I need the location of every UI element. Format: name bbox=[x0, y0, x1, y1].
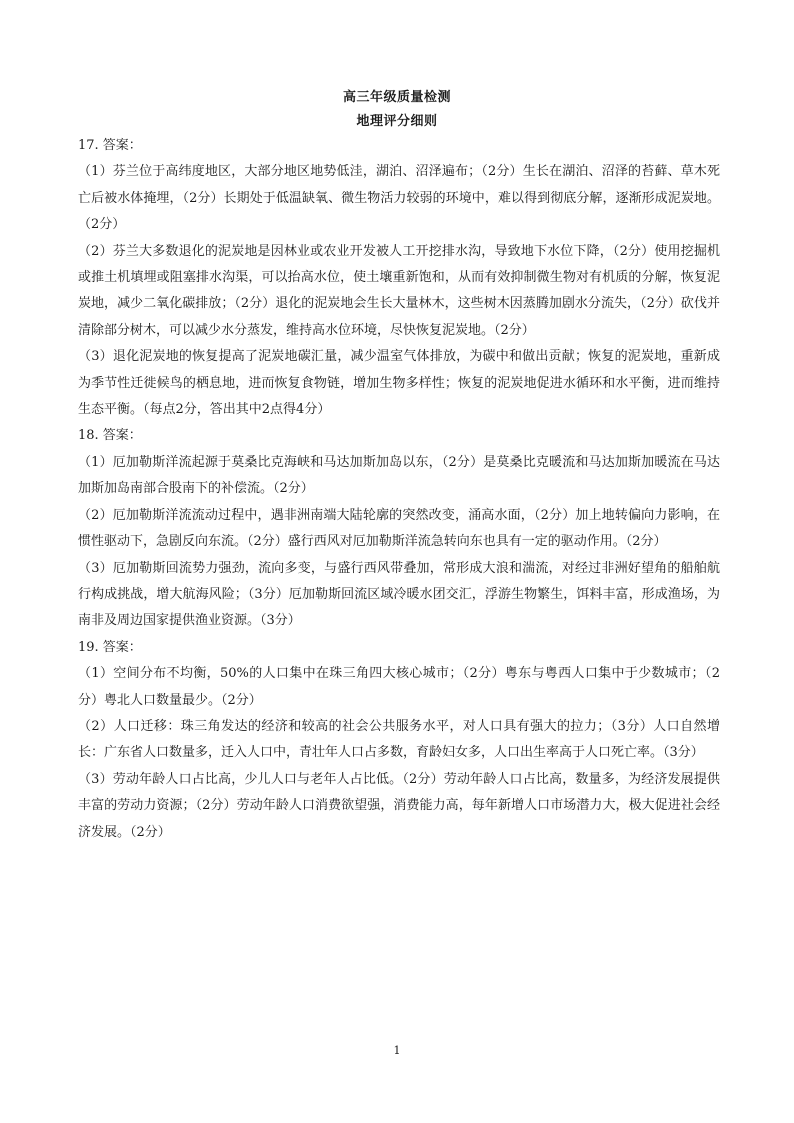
answer-paragraph: （2）厄加勒斯洋流流动过程中，遇非洲南端大陆轮廓的突然改变，涌高水面，（2分）加上地转偏向力影响，在惯性驱动下，急剧反向东流。（2分）盛行西风对厄加勒斯洋流急转向东也具有一定的驱动作用。（2分） bbox=[78, 507, 720, 550]
document-subtitle: 地理评分细则 bbox=[356, 114, 438, 129]
answer-paragraph: （2）芬兰大多数退化的泥炭地是因林业或农业开发被人工开挖排水沟，导致地下水位下降，（2分）使用挖掘机或推土机填埋或阻塞排水沟渠，可以抬高水位，使土壤重新饱和，从而有效抑制微生物对有机质的分解，恢复泥炭地，减少二氧化碳排放；（2分）退化的泥炭地会生长大量林木，这些树木因蒸腾加剧水分流失，（2分）砍伐并清除部分树木，可以减少水分蒸发，维持高水位环境，尽快恢复泥炭地。（2分） bbox=[78, 243, 720, 338]
page-number: 1 bbox=[393, 1044, 401, 1057]
question-label: 17. 答案： bbox=[78, 138, 142, 153]
answer-paragraph: （3）退化泥炭地的恢复提高了泥炭地碳汇量，减少温室气体排放，为碳中和做出贡献；恢复的泥炭地，重新成为季节性迁徙候鸟的栖息地，进而恢复食物链，增加生物多样性；恢复的泥炭地促进水循环和水平衡，进而维持生态平衡。（每点2分，答出其中2点得4分） bbox=[78, 349, 720, 418]
question-label: 18. 答案： bbox=[78, 428, 142, 444]
document-title: 高三年级质量检测 bbox=[342, 90, 451, 105]
answer-paragraph: （1）厄加勒斯洋流起源于莫桑比克海峡和马达加斯加岛以东，（2分）是莫桑比克暖流和马达加斯加暖流在马达加斯加岛南部合股南下的补偿流。（2分） bbox=[78, 454, 720, 497]
question-19 bbox=[78, 635, 720, 846]
answer-paragraph: （3）劳动年龄人口占比高，少儿人口与老年人占比低。（2分）劳动年龄人口占比高，数量多，为经济发展提供丰富的劳动力资源；（2分）劳动年龄人口消费欲望强，消费能力高，每年新增人口市场潜力大，极大促进社会经济发展。（2分） bbox=[78, 771, 720, 840]
question-18 bbox=[78, 423, 720, 634]
answer-content bbox=[78, 133, 720, 846]
answer-paragraph: （1）芬兰位于高纬度地区，大部分地区地势低洼，湖泊、沼泽遍布；（2分）生长在湖泊、沼泽的苔藓、草木死亡后被水体掩埋，（2分）长期处于低温缺氧、微生物活力较弱的环境中，难以得到彻底分解，逐渐形成泥炭地。（2分） bbox=[78, 164, 720, 233]
question-label: 19. 答案： bbox=[78, 639, 142, 655]
question-17 bbox=[78, 133, 720, 423]
answer-paragraph: （1）空间分布不均衡，50%的人口集中在珠三角四大核心城市；（2分）粤东与粤西人口集中于少数城市；（2分）粤北人口数量最少。（2分） bbox=[78, 666, 720, 708]
answer-paragraph: （2）人口迁移：珠三角发达的经济和较高的社会公共服务水平，对人口具有强大的拉力；（3分）人口自然增长：广东省人口数量多，迁入人口中，青壮年人口占多数，育龄妇女多，人口出生率高于人口死亡率。（3分） bbox=[78, 718, 720, 761]
answer-paragraph: （3）厄加勒斯回流势力强劲，流向多变，与盛行西风带叠加，常形成大浪和湍流，对经过非洲好望角的船舶航行构成挑战，增大航海风险；（3分）厄加勒斯回流区域冷暖水团交汇，浮游生物繁生，饵料丰富，形成渔场，为南非及周边国家提供渔业资源。（3分） bbox=[78, 560, 720, 629]
